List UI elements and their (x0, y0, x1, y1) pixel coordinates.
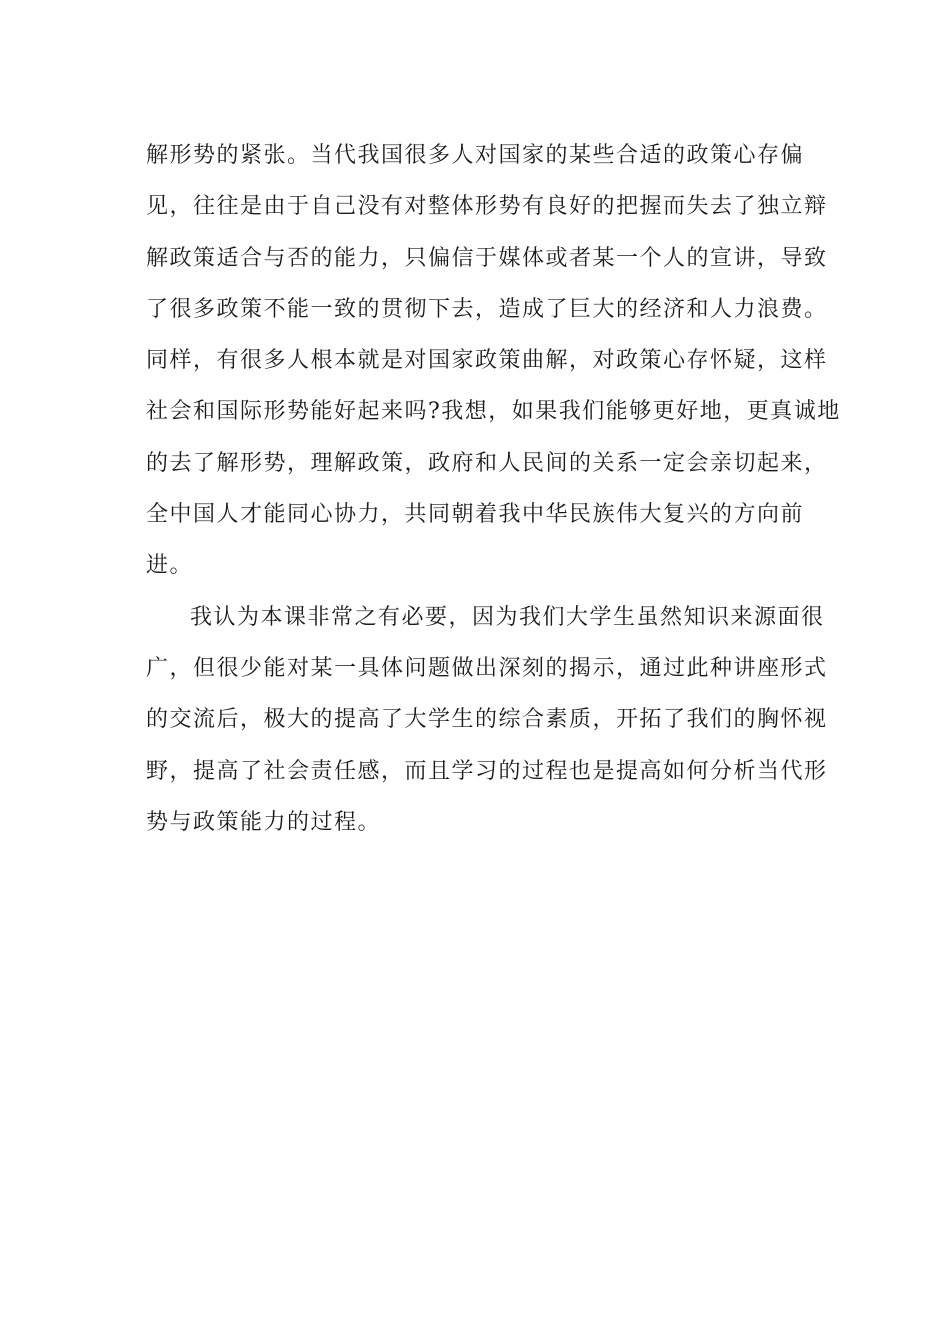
text-line: 野，提高了社会责任感，而且学习的过程也是提高如何分析当代形 (146, 758, 828, 784)
text-line: 解形势的紧张。当代我国很多人对国家的某些合适的政策心存偏 (146, 143, 805, 168)
text-line: 的去了解形势，理解政策，政府和人民间的关系一定会亲切起来， (146, 450, 828, 476)
text-line: 全中国人才能同心协力，共同朝着我中华民族伟大复兴的方向前 (146, 502, 805, 528)
text-line: 解政策适合与否的能力，只偏信于媒体或者某一个人的宣讲，导致 (146, 245, 828, 271)
text-line: 广，但很少能对某一具体问题做出深刻的揭示，通过此种讲座形式 (146, 655, 828, 681)
text-line: 势与政策能力的过程。 (146, 809, 382, 835)
text-line: 了很多政策不能一致的贯彻下去，造成了巨大的经济和人力浪费。 (146, 296, 828, 322)
text-line: 见，往往是由于自己没有对整体形势有良好的把握而失去了独立辩 (146, 194, 828, 220)
text-line: 社会和国际形势能好起来吗?我想，如果我们能够更好地，更真诚地 (146, 399, 841, 425)
text-line: 的交流后，极大的提高了大学生的综合素质，开拓了我们的胸怀视 (146, 707, 828, 733)
text-line: 同样，有很多人根本就是对国家政策曲解，对政策心存怀疑，这样 (146, 348, 828, 374)
text-line: 进。 (146, 553, 194, 579)
document-body (146, 130, 841, 848)
text-line: 我认为本课非常之有必要，因为我们大学生虽然知识来源面很 (190, 604, 825, 630)
paragraph-2 (146, 592, 828, 848)
paragraph-1 (146, 130, 841, 592)
